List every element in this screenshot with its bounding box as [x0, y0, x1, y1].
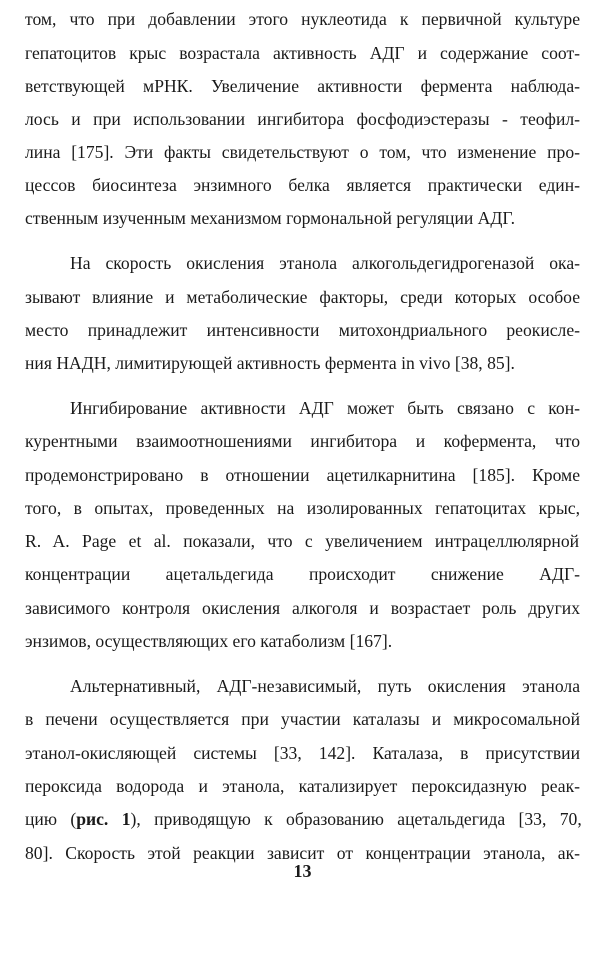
text-line [0, 3, 605, 35]
text-line-content: место принадлежит интенсивности митохондриального реокисле- [25, 320, 580, 340]
text-line-content: зависимого контроля окисления алкоголя и возрастает роль других [25, 598, 580, 618]
text-line-content: Альтернативный, АДГ-независимый, путь окисления этанола [70, 676, 580, 696]
text-line-content: ственным изученным механизмом гормональной регуляции АДГ. [25, 208, 515, 228]
text-line-content: 80]. Скорость этой реакции зависит от концентрации этанола, ак- [25, 843, 580, 863]
text-line [0, 347, 605, 379]
text-line-content: ния НАДН, лимитирующей активность фермента in vivo [38, 85]. [25, 353, 515, 373]
text-line-content: концентрации ацетальдегида происходит снижение АДГ- [25, 564, 580, 584]
text-line-content: продемонстрировано в отношении ацетилкарнитина [185]. Кроме [25, 465, 580, 485]
text-line-content: Ингибирование активности АДГ может быть связано с кон- [70, 398, 580, 418]
text-line [0, 670, 605, 702]
text-line [0, 558, 605, 590]
text-line [0, 247, 605, 279]
text-line [0, 314, 605, 346]
text-line [0, 592, 605, 624]
text-line-content: этанол-окисляющей системы [33, 142]. Каталаза, в присутствии [25, 743, 580, 763]
text-line [0, 425, 605, 457]
page-number: 13 [293, 861, 312, 881]
text-line [0, 202, 605, 234]
text-line-content: На скорость окисления этанола алкогольдегидрогеназой ока- [70, 253, 580, 273]
text-line [0, 525, 605, 557]
text-line [0, 169, 605, 201]
text-line-content: лина [175]. Эти факты свидетельствуют о том, что изменение про- [25, 142, 580, 162]
text-line-content: гепатоцитов крыс возрастала активность АДГ и содержание соот- [25, 43, 580, 63]
text-line [0, 37, 605, 69]
text-line [0, 103, 605, 135]
text-line-content: того, в опытах, проведенных на изолированных гепатоцитах крыс, [25, 498, 580, 518]
text-line-content: том, что при добавлении этого нуклеотида к первичной культуре [25, 9, 580, 29]
text-line-content: лось и при использовании ингибитора фосфодиэстеразы - теофил- [25, 109, 580, 129]
text-line [0, 459, 605, 491]
text-line-content: цессов биосинтеза энзимного белка является практически един- [25, 175, 580, 195]
text-line-content: пероксида водорода и этанола, катализирует пероксидазную реак- [25, 776, 580, 796]
text-line-content: курентными взаимоотношениями ингибитора и кофермента, что [25, 431, 580, 451]
text-line-content: в печени осуществляется при участии каталазы и микросомальной [25, 709, 580, 729]
text-line-content: зывают влияние и метаболические факторы, среди которых особое [25, 287, 580, 307]
text-line-content: энзимов, осуществляющих его катаболизм [167]. [25, 631, 393, 651]
text-line [0, 703, 605, 735]
text-line-content: R. A. Page et al. показали, что с увеличением интрацеллюлярной [25, 531, 580, 551]
text-line [0, 803, 605, 835]
text-line [0, 281, 605, 313]
text-line-content: ветствующей мРНК. Увеличение активности фермента наблюда- [25, 76, 580, 96]
text-line [0, 392, 605, 424]
figure-reference: рис. 1 [76, 809, 131, 829]
text-line-content: цию (рис. 1), приводящую к образованию ацетальдегида [33, 70, [25, 809, 582, 829]
text-line [0, 625, 605, 657]
text-line [0, 136, 605, 168]
text-line [0, 70, 605, 102]
text-line [0, 492, 605, 524]
text-line [0, 737, 605, 769]
text-line [0, 770, 605, 802]
